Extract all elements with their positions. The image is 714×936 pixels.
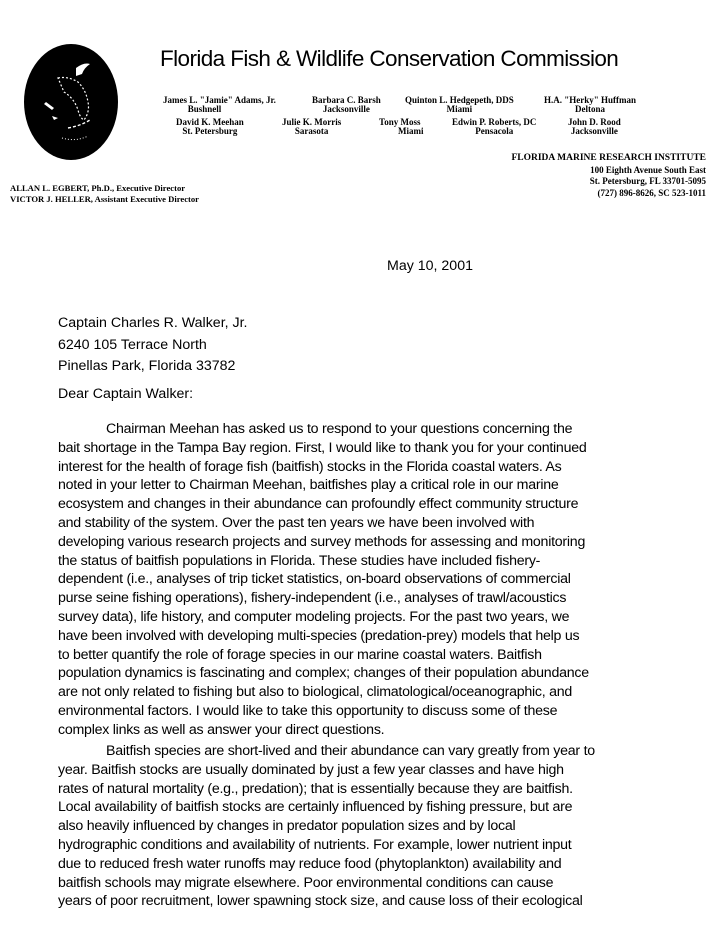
text-line: years of poor recruitment, lower spawning stock size, and cause loss of their ecological xyxy=(58,893,583,910)
text-line: bait shortage in the Tampa Bay region. First, I would like to thank you for your continued xyxy=(58,439,587,456)
commissioner xyxy=(544,96,636,114)
text-line: the status of baitfish populations in Florida. These studies have included fishery- xyxy=(58,552,541,569)
commissioner-name: James L. "Jamie" Adams, Jr. xyxy=(163,95,276,105)
commissioner xyxy=(163,96,276,114)
organization-title: Florida Fish & Wildlife Conservation Commission xyxy=(160,46,619,71)
commissioner xyxy=(282,118,341,136)
commissioner-city: Sarasota xyxy=(294,126,329,136)
text-line: due to reduced fresh water runoffs may reduce food (phytoplankton) availability and xyxy=(58,855,562,872)
text-line: also heavily influenced by changes in predator population sizes and by local xyxy=(58,818,516,835)
salutation: Dear Captain Walker: xyxy=(58,386,194,402)
text-line: have been involved with developing multi-species (predation-prey) models that help us xyxy=(58,627,580,644)
text-line: to better quantify the role of forage species in our marine coastal waters. Baitfish xyxy=(58,646,542,663)
commissioner-name: Quinton L. Hedgepeth, DDS xyxy=(405,95,514,105)
recipient-city: Pinellas Park, Florida 33782 xyxy=(58,358,236,374)
commissioner-name: Tony Moss xyxy=(379,117,421,127)
text-line: ecosystem and changes in their abundance can profoundly effect community structure xyxy=(58,496,579,513)
body-paragraph-1 xyxy=(58,420,708,740)
commissioner-name: Julie K. Morris xyxy=(282,117,342,127)
text-line: Local availability of baitfish stocks are certainly influenced by fishing pressure, but are xyxy=(58,799,573,816)
institute-city: St. Petersburg, FL 33701-5095 xyxy=(589,176,706,186)
text-line: Chairman Meehan has asked us to respond to your questions concerning the xyxy=(106,421,573,437)
text-line: environmental factors. I would like to take this opportunity to discuss some of these xyxy=(58,702,558,719)
commissioner-name: Edwin P. Roberts, DC xyxy=(452,117,537,127)
text-line: survey data), life history, and computer modeling projects. For the past two years, we xyxy=(58,608,570,625)
text-line: complex links as well as answer your direct questions. xyxy=(58,721,385,738)
text-line: developing various research projects and survey methods for assessing and monitoring xyxy=(58,533,586,550)
text-line: population dynamics is fascinating and complex; changes of their population abundance xyxy=(58,665,589,682)
commissioner xyxy=(376,118,424,136)
recipient-street: 6240 105 Terrace North xyxy=(58,336,207,353)
text-line: purse seine fishing operations), fishery-independent (i.e., analyses of trawl/acoustics xyxy=(58,590,567,607)
text-line: Baitfish species are short-lived and their abundance can vary greatly from year to xyxy=(106,743,595,759)
institute-name: FLORIDA MARINE RESEARCH INSTITUTE xyxy=(511,153,706,163)
text-line: rates of natural mortality (e.g., predation); that is essentially because they are baitfish. xyxy=(58,780,573,797)
commissioner-name: David K. Meehan xyxy=(176,117,244,127)
commissioner-city: Jacksonville xyxy=(570,126,618,136)
text-line: year. Baitfish stocks are usually dominated by just a few year classes and have high xyxy=(58,761,564,778)
commissioner-city: St. Petersburg xyxy=(182,126,238,136)
institute-phone: (727) 896-8626, SC 523-1011 xyxy=(597,187,706,198)
commissioner-city: Jacksonville xyxy=(322,104,370,114)
commissioner-name: John D. Rood xyxy=(568,117,621,127)
text-line: noted in your letter to Chairman Meehan, baitfishes play a critical role in our marine xyxy=(58,477,559,494)
commissioner-city: Deltona xyxy=(575,104,605,114)
text-line: baitfish schools may migrate elsewhere. Poor environmental conditions can cause xyxy=(58,874,554,891)
directors-block xyxy=(10,183,199,205)
recipient-address xyxy=(58,313,248,378)
commissioner xyxy=(176,118,244,136)
assistant-executive-director: VICTOR J. HELLER, Assistant Executive Director xyxy=(10,194,199,204)
commissioner xyxy=(568,118,621,136)
fwc-seal-icon xyxy=(24,44,118,160)
letter-date: May 10, 2001 xyxy=(387,258,473,274)
body-paragraph-2 xyxy=(58,742,708,911)
commissioner xyxy=(452,118,536,136)
institute-address xyxy=(511,153,706,199)
institute-street: 100 Eighth Avenue South East xyxy=(590,164,706,175)
commissioner-city: Miami xyxy=(398,126,424,136)
commissioner xyxy=(405,96,514,114)
commissioner-city: Bushnell xyxy=(187,104,222,114)
recipient-name: Captain Charles R. Walker, Jr. xyxy=(58,315,248,331)
text-line: and stability of the system. Over the past ten years we have been involved with xyxy=(58,514,535,531)
commissioner-name: H.A. "Herky" Huffman xyxy=(544,95,636,105)
executive-director: ALLAN L. EGBERT, Ph.D., Executive Director xyxy=(10,183,186,193)
seal-graphic xyxy=(24,44,118,160)
text-line: dependent (i.e., analyses of trip ticket statistics, on-board observations of commercial xyxy=(58,571,571,588)
text-line: interest for the health of forage fish (baitfish) stocks in the Florida coastal waters. As xyxy=(58,458,562,475)
commissioner xyxy=(312,96,381,114)
commissioner-city: Pensacola xyxy=(475,126,514,136)
commissioner-city: Miami xyxy=(446,104,473,114)
text-line: are not only related to fishing but also to biological, climatological/oceanographic, and xyxy=(58,684,573,701)
text-line: hydrographic conditions and availability of nutrients. For example, lower nutrient input xyxy=(58,836,572,853)
commissioner-name: Barbara C. Barsh xyxy=(312,95,381,105)
